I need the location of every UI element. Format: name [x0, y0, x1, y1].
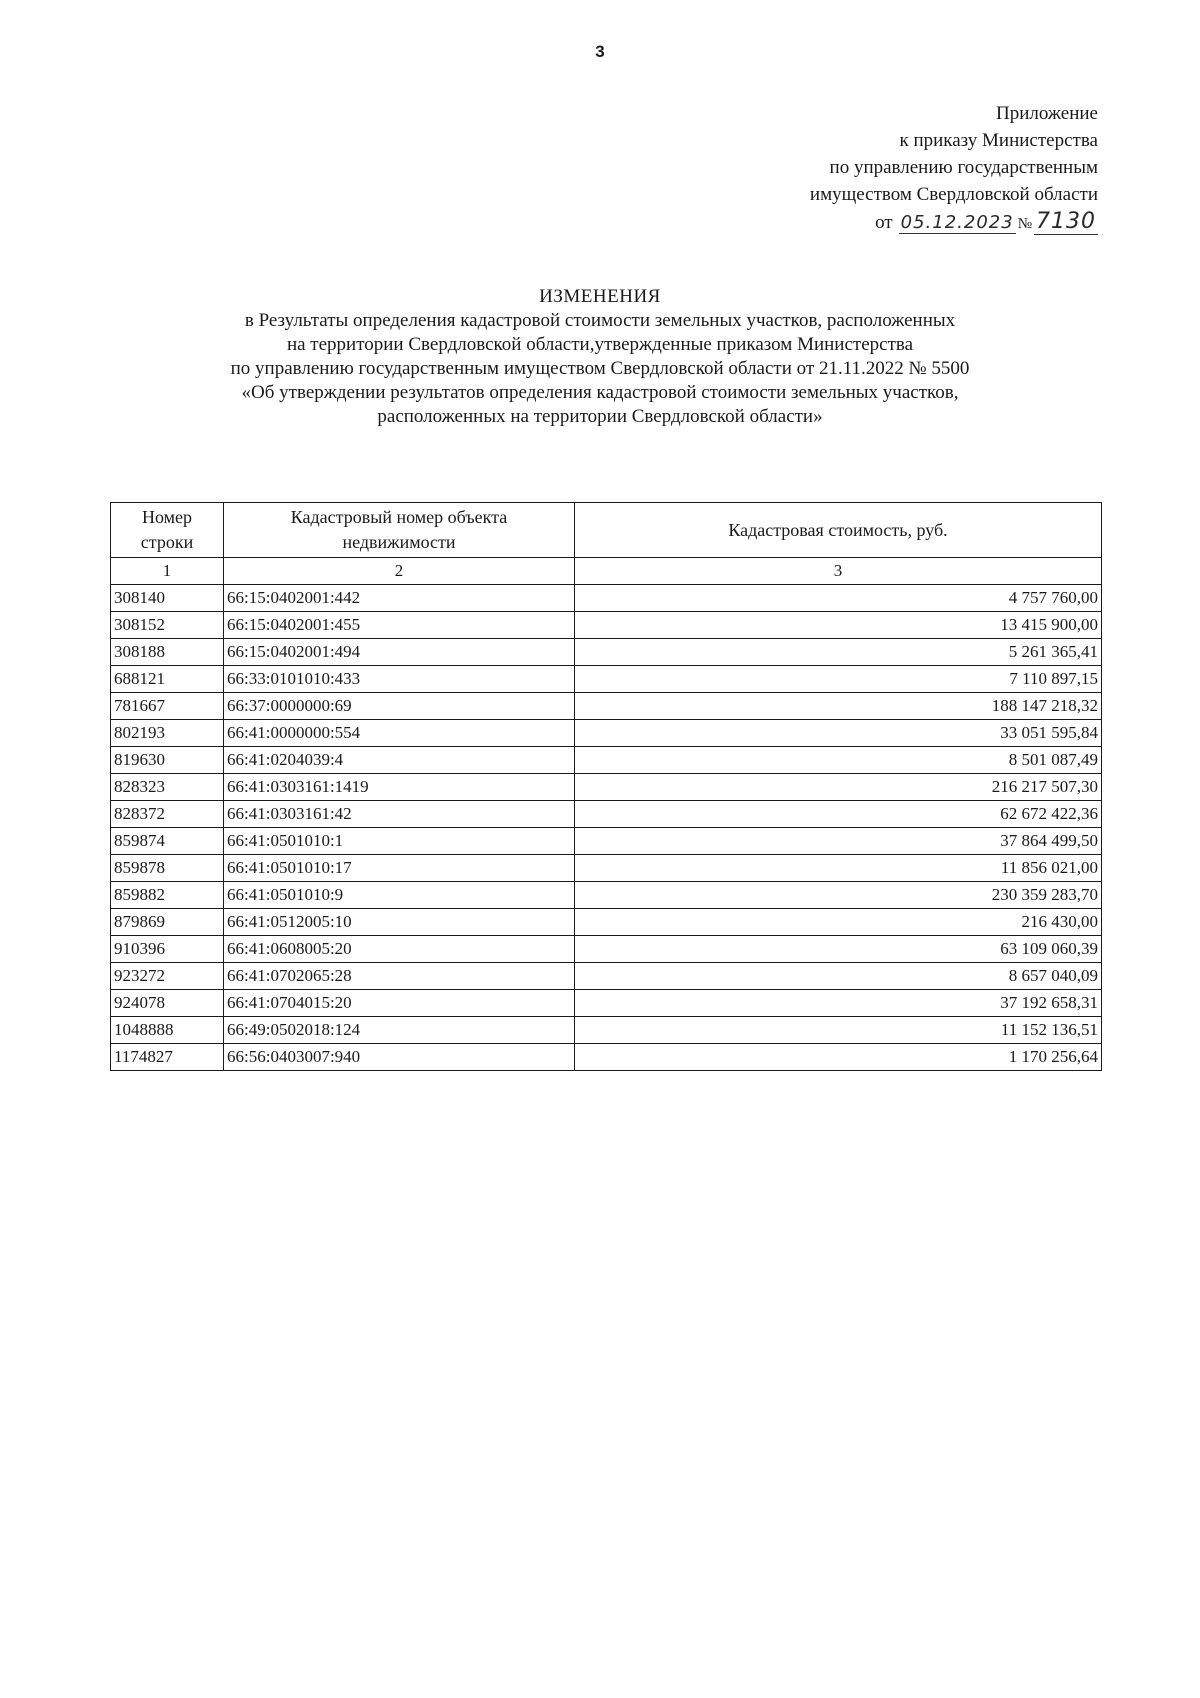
appendix-line: по управлению государственным [829, 157, 1098, 178]
header-row-number-line2: строки [140, 532, 194, 552]
cadastral-value-cell: 8 501 087,49 [575, 747, 1102, 774]
row-number-cell: 1048888 [111, 1017, 224, 1044]
cadastral-number-cell: 66:15:0402001:455 [224, 612, 575, 639]
row-number-cell: 859878 [111, 855, 224, 882]
handwritten-order-number: 7130 [1036, 209, 1096, 234]
row-number-cell: 910396 [111, 936, 224, 963]
cadastral-value-table [110, 502, 1102, 1071]
cadastral-number-cell: 66:41:0501010:1 [224, 828, 575, 855]
cadastral-value-cell: 11 856 021,00 [575, 855, 1102, 882]
cadastral-number-cell: 66:41:0704015:20 [224, 990, 575, 1017]
appendix-line: имуществом Свердловской области [809, 184, 1098, 205]
cadastral-number-cell: 66:41:0303161:1419 [224, 774, 575, 801]
cadastral-number-cell: 66:41:0204039:4 [224, 747, 575, 774]
cadastral-value-cell: 5 261 365,41 [575, 639, 1102, 666]
cadastral-value-cell: 230 359 283,70 [575, 882, 1102, 909]
row-number-cell: 859874 [111, 828, 224, 855]
header-cadastral-value: Кадастровая стоимость, руб. [575, 503, 1102, 558]
appendix-block [810, 100, 1098, 238]
row-number-cell: 923272 [111, 963, 224, 990]
cadastral-number-cell: 66:41:0608005:20 [224, 936, 575, 963]
cadastral-number-cell: 66:41:0702065:28 [224, 963, 575, 990]
cadastral-table-wrapper [110, 502, 1102, 1071]
row-number-cell: 308188 [111, 639, 224, 666]
cadastral-value-cell: 4 757 760,00 [575, 585, 1102, 612]
row-number-cell: 308152 [111, 612, 224, 639]
document-subtitle [0, 309, 1200, 429]
table-row [111, 990, 1102, 1017]
row-number-cell: 688121 [111, 666, 224, 693]
row-number-cell: 1174827 [111, 1044, 224, 1071]
cadastral-value-cell: 188 147 218,32 [575, 693, 1102, 720]
table-row [111, 801, 1102, 828]
cadastral-number-cell: 66:56:0403007:940 [224, 1044, 575, 1071]
cadastral-value-cell: 8 657 040,09 [575, 963, 1102, 990]
cadastral-number-cell: 66:15:0402001:442 [224, 585, 575, 612]
table-body [111, 585, 1102, 1071]
cadastral-value-cell: 216 430,00 [575, 909, 1102, 936]
document-title: ИЗМЕНЕНИЯ [539, 286, 661, 307]
cadastral-number-cell: 66:41:0501010:9 [224, 882, 575, 909]
cadastral-value-cell: 7 110 897,15 [575, 666, 1102, 693]
table-row [111, 774, 1102, 801]
row-number-cell: 828372 [111, 801, 224, 828]
column-number: 3 [575, 558, 1102, 585]
cadastral-value-cell: 11 152 136,51 [575, 1017, 1102, 1044]
row-number-cell: 879869 [111, 909, 224, 936]
subtitle-line: по управлению государственным имуществом Свердловской области от 21.11.2022 № 5500 [230, 358, 970, 379]
row-number-cell: 859882 [111, 882, 224, 909]
column-number: 2 [224, 558, 575, 585]
subtitle-line: в Результаты определения кадастровой стоимости земельных участков, расположенных [244, 310, 956, 331]
order-date-line [810, 208, 1098, 238]
table-row [111, 747, 1102, 774]
row-number-cell: 781667 [111, 693, 224, 720]
cadastral-number-cell: 66:41:0501010:17 [224, 855, 575, 882]
table-row [111, 693, 1102, 720]
appendix-line: Приложение [996, 103, 1098, 124]
table-row [111, 882, 1102, 909]
number-sign: № [1017, 216, 1032, 232]
cadastral-number-cell: 66:37:0000000:69 [224, 693, 575, 720]
table-row [111, 828, 1102, 855]
table-row [111, 1044, 1102, 1071]
cadastral-value-cell: 37 192 658,31 [575, 990, 1102, 1017]
row-number-cell: 308140 [111, 585, 224, 612]
table-row [111, 666, 1102, 693]
cadastral-value-cell: 1 170 256,64 [575, 1044, 1102, 1071]
cadastral-value-cell: 37 864 499,50 [575, 828, 1102, 855]
cadastral-number-cell: 66:41:0512005:10 [224, 909, 575, 936]
table-row [111, 1017, 1102, 1044]
subtitle-line: «Об утверждении результатов определения кадастровой стоимости земельных участков, [241, 382, 959, 403]
table-row [111, 720, 1102, 747]
cadastral-value-cell: 62 672 422,36 [575, 801, 1102, 828]
cadastral-value-cell: 33 051 595,84 [575, 720, 1102, 747]
cadastral-number-cell: 66:41:0000000:554 [224, 720, 575, 747]
date-prefix: от [875, 212, 893, 233]
cadastral-number-cell: 66:49:0502018:124 [224, 1017, 575, 1044]
cadastral-number-cell: 66:33:0101010:433 [224, 666, 575, 693]
title-block [0, 284, 1200, 429]
table-row [111, 855, 1102, 882]
header-row-number [111, 503, 224, 558]
row-number-cell: 802193 [111, 720, 224, 747]
table-column-number-row [111, 558, 1102, 585]
table-row [111, 585, 1102, 612]
row-number-cell: 924078 [111, 990, 224, 1017]
cadastral-number-cell: 66:15:0402001:494 [224, 639, 575, 666]
header-cadastral-number [224, 503, 575, 558]
cadastral-value-cell: 63 109 060,39 [575, 936, 1102, 963]
header-cadastral-number-line1: Кадастровый номер объекта [290, 507, 508, 527]
cadastral-value-cell: 13 415 900,00 [575, 612, 1102, 639]
cadastral-number-cell: 66:41:0303161:42 [224, 801, 575, 828]
table-header-row [111, 503, 1102, 558]
subtitle-line: на территории Свердловской области,утвержденные приказом Министерства [286, 334, 914, 355]
table-row [111, 639, 1102, 666]
row-number-cell: 828323 [111, 774, 224, 801]
appendix-line: к приказу Министерства [899, 130, 1098, 151]
row-number-cell: 819630 [111, 747, 224, 774]
table-row [111, 936, 1102, 963]
table-row [111, 909, 1102, 936]
cadastral-value-cell: 216 217 507,30 [575, 774, 1102, 801]
table-row [111, 612, 1102, 639]
page-number: 3 [595, 42, 605, 61]
subtitle-line: расположенных на территории Свердловской области» [377, 406, 823, 427]
header-cadastral-number-line2: недвижимости [342, 532, 456, 552]
header-row-number-line1: Номер [141, 507, 193, 527]
handwritten-date: 05.12.2023 [900, 212, 1014, 233]
column-number: 1 [111, 558, 224, 585]
table-row [111, 963, 1102, 990]
